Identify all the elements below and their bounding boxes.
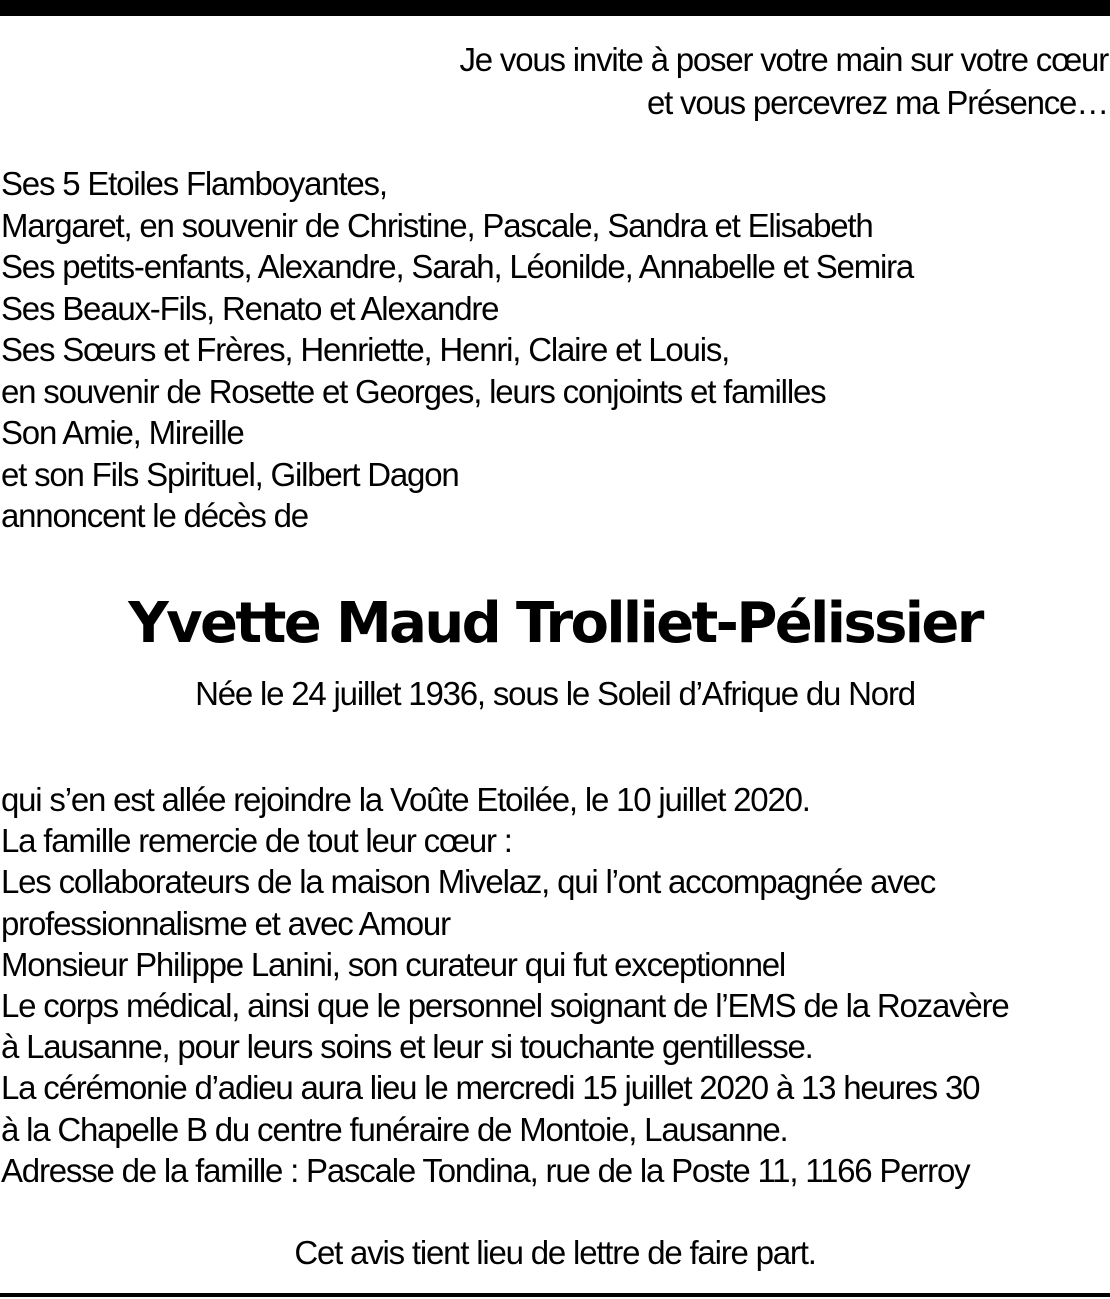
family-line: Margaret, en souvenir de Christine, Pascale, Sandra et Elisabeth [1,206,873,244]
family-line: Ses petits-enfants, Alexandre, Sarah, Léonilde, Annabelle et Semira [1,248,914,285]
family-list [1,163,1107,537]
family-line: Son Amie, Mireille [1,414,244,451]
birth-line: Née le 24 juillet 1936, sous le Soleil d’Afrique du Nord [195,675,915,712]
text-line: La famille remercie de tout leur cœur : [1,822,512,860]
text-line: La cérémonie d’adieu aura lieu le mercredi 15 juillet 2020 à 13 heures 30 [1,1069,980,1107]
text-line: qui s’en est allée rejoindre la Voûte Etoilée, le 10 juillet 2020. [1,781,810,818]
family-line: Ses 5 Etoiles Flamboyantes, [1,165,387,202]
epigraph [8,38,1108,124]
family-line: Ses Sœurs et Frères, Henriette, Henri, Claire et Louis, [1,331,730,368]
bottom-rule [0,1293,1110,1297]
epigraph-line: Je vous invite à poser votre main sur votre cœur [459,41,1108,78]
family-line: en souvenir de Rosette et Georges, leurs conjoints et familles [1,372,826,410]
text-line: professionnalisme et avec Amour [1,904,450,942]
text-line: Adresse de la famille : Pascale Tondina, rue de la Poste 11, 1166 Perroy [1,1151,970,1189]
text-line: Les collaborateurs de la maison Mivelaz, qui l’ont accompagnée avec [1,863,935,901]
family-line: et son Fils Spirituel, Gilbert Dagon [1,455,459,493]
family-line: Ses Beaux-Fils, Renato et Alexandre [1,289,499,327]
deceased-name: Yvette Maud Trolliet-Pélissier [128,591,982,656]
top-rule [0,0,1110,16]
footer-note: Cet avis tient lieu de lettre de faire part. [294,1234,816,1271]
text-line: à la Chapelle B du centre funéraire de Montoie, Lausanne. [1,1110,788,1148]
text-line: à Lausanne, pour leurs soins et leur si touchante gentillesse. [1,1028,813,1066]
text-line: Le corps médical, ainsi que le personnel soignant de l’EMS de la Rozavère [1,987,1009,1025]
epigraph-line: et vous percevrez ma Présence… [646,84,1108,121]
announcement-text [1,779,1107,1191]
text-line: Monsieur Philippe Lanini, son curateur qui fut exceptionnel [1,945,786,983]
family-line: annoncent le décès de [1,497,308,534]
